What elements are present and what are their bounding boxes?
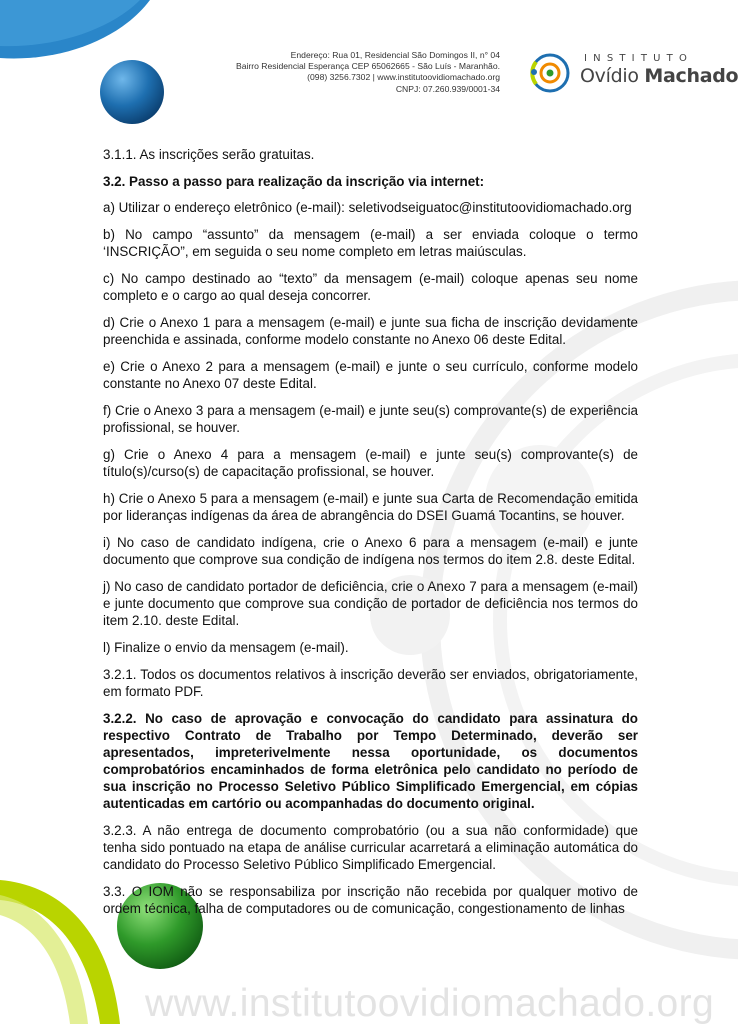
paragraph: c) No campo destinado ao “texto” da mensagem (e-mail) coloque apenas seu nome completo e o cargo ao qual deseja concorrer. — [103, 271, 638, 303]
paragraph: 3.1.1. As inscrições serão gratuitas. — [103, 147, 315, 162]
paragraph: e) Crie o Anexo 2 para a mensagem (e-mail) e junte o seu currículo, conforme modelo constante no Anexo 07 deste Edital. — [103, 359, 638, 391]
paragraph: b) No campo “assunto” da mensagem (e-mail) a ser enviada coloque o termo ‘INSCRIÇÃO”, em seguida o seu nome completo em letras maiúsculas. — [103, 227, 638, 259]
paragraph: 3.3. O IOM não se responsabiliza por inscrição não recebida por qualquer motivo de ordem técnica, falha de computadores ou de comunicação, congestionamento de linhas — [103, 884, 638, 916]
address-line: CNPJ: 07.260.939/0001-34 — [395, 83, 500, 94]
address-line: Bairro Residencial Esperança CEP 65062665 - São Luís - Maranhão. — [235, 61, 500, 72]
document-body — [103, 146, 638, 927]
paragraph: a) Utilizar o endereço eletrônico (e-mail): seletivodseiguatoc@institutoovidiomachado.org — [103, 200, 632, 215]
logo-name-bold: Machado — [644, 65, 738, 87]
logo-name-light: Ovídio — [580, 65, 639, 87]
paragraph: j) No caso de candidato portador de deficiência, crie o Anexo 7 para a mensagem (e-mail) e junte documento que comprove sua condição de portador de deficiência nos termos do item 2.10. deste Edital. — [103, 579, 638, 628]
logo-name — [580, 65, 738, 87]
institute-logo — [526, 50, 738, 96]
section-heading: 3.2. Passo a passo para realização da inscrição via internet: — [103, 174, 485, 189]
bold-paragraph: 3.2.2. No caso de aprovação e convocação do candidato para assinatura do respectivo Contrato de Trabalho por Tempo Determinado, deverão ser apresentados, impreterivelmente nessa oportunidade, os documentos comprobatórios encaminhados de forma eletrônica pelo candidato no período de sua inscrição no Processo Seletivo Público Simplificado Emergencial, em cópias autenticadas em cartório ou acompanhadas do documento original. — [103, 711, 638, 811]
paragraph: 3.2.1. Todos os documentos relativos à inscrição deverão ser enviados, obrigatoriamente, em formato PDF. — [103, 667, 638, 699]
paragraph: 3.2.3. A não entrega de documento comprobatório (ou a sua não conformidade) que tenha sido pontuado na etapa de análise curricular acarretará a eliminação automática do candidato do Processo Seletivo Público Simplificado Emergencial. — [103, 823, 638, 872]
paragraph: f) Crie o Anexo 3 para a mensagem (e-mail) e junte seu(s) comprovante(s) de experiência profissional, se houver. — [103, 403, 638, 435]
paragraph: l) Finalize o envio da mensagem (e-mail). — [103, 640, 349, 655]
logo-emblem-icon — [526, 50, 578, 96]
paragraph: d) Crie o Anexo 1 para a mensagem (e-mail) e junte sua ficha de inscrição devidamente preenchida e assinada, conforme modelo constante no Anexo 06 deste Edital. — [103, 315, 638, 347]
header-address — [140, 50, 500, 95]
address-line: Endereço: Rua 01, Residencial São Domingos II, n° 04 — [290, 50, 500, 60]
paragraph: h) Crie o Anexo 5 para a mensagem (e-mail) e junte sua Carta de Recomendação emitida por lideranças indígenas da área de abrangência do DSEI Guamá Tocantins, se houver. — [103, 491, 638, 523]
footer-watermark-url: www.institutoovidiomachado.org — [145, 982, 715, 1025]
logo-top-text: INSTITUTO — [584, 53, 694, 64]
paragraph: i) No caso de candidato indígena, crie o Anexo 6 para a mensagem (e-mail) e junte documento que comprove sua condição de indígena nos termos do item 2.8. deste Edital. — [103, 535, 638, 567]
paragraph: g) Crie o Anexo 4 para a mensagem (e-mail) e junte seu(s) comprovante(s) de título(s)/curso(s) de capacitação profissional, se houver. — [103, 447, 638, 479]
address-line: (098) 3256.7302 | www.institutoovidiomachado.org — [307, 72, 500, 83]
